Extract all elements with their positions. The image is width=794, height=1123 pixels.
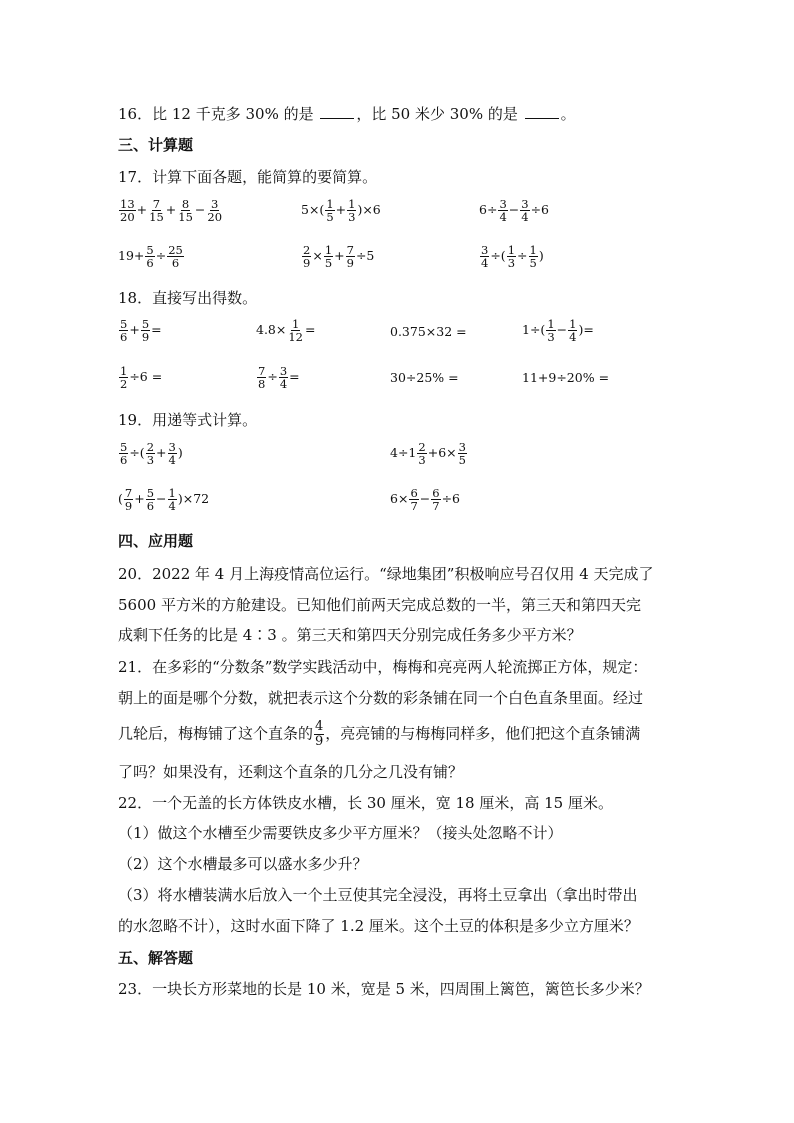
fraction: $\frac{2}{9}$ xyxy=(303,243,311,270)
expression-18e: $\frac{1}{2}$ ÷6 = xyxy=(120,364,163,391)
question-22-sub-3-line-2: 的水忽略不计），这时水面下降了 1.2 厘米。这个土豆的体积是多少立方厘米？ xyxy=(118,917,639,935)
answer-blank[interactable] xyxy=(525,104,559,119)
expression-18h: 11+9÷20% = xyxy=(522,370,610,385)
question-19-prompt: 19．用递等式计算。 xyxy=(118,411,258,429)
expression-17f: $\frac{3}{4}$ ÷( $\frac{1}{3}$ ÷ $\frac{1}{5}$ ) xyxy=(481,243,544,270)
fraction: $\frac{5}{6}$ xyxy=(120,440,128,467)
expression-17d: 19+ $\frac{5}{6}$ ÷ $\frac{25}{6}$ xyxy=(118,243,183,270)
section-heading-calculation: 三、计算题 xyxy=(118,136,194,154)
question-22-sub-1: （1）做这个水槽至少需要铁皮多少平方厘米？（接头处忽略不计） xyxy=(118,824,563,842)
fraction: $\frac{3}{4}$ xyxy=(279,364,288,391)
fraction: $\frac{6}{7}$ xyxy=(410,486,418,513)
expression-18d: 1÷( $\frac{1}{3}$ − $\frac{1}{4}$ )= xyxy=(522,317,594,344)
fraction: $\frac{5}{9}$ xyxy=(141,317,150,344)
fraction: $\frac{1}{12}$ xyxy=(288,317,303,344)
question-22-line-1: 22．一个无盖的长方体铁皮水槽，长 30 厘米，宽 18 厘米，高 15 厘米。 xyxy=(118,794,613,812)
fraction: $\frac{1}{5}$ xyxy=(324,243,333,270)
expression-19c: ( $\frac{7}{9}$ + $\frac{5}{6}$ − $\frac{1}{4}$ )×72 xyxy=(118,486,210,513)
fraction: $\frac{3}{4}$ xyxy=(168,440,176,467)
fraction: $\frac{7}{8}$ xyxy=(258,364,266,391)
expression-19b: 4÷1 $\frac{2}{3}$ +6× $\frac{3}{5}$ xyxy=(390,440,466,467)
question-20-line-1: 20．2022 年 4 月上海疫情高位运行。“绿地集团”积极响应号召仅用 4 天完成了 xyxy=(118,565,654,583)
fraction: $\frac{5}{6}$ xyxy=(146,243,154,270)
question-21-line-4: 了吗？如果没有，还剩这个直条的几分之几没有铺？ xyxy=(118,763,464,781)
fraction: $\frac{1}{2}$ xyxy=(120,364,128,391)
question-22-sub-3-line-1: （3）将水槽装满水后放入一个土豆使其完全浸没，再将土豆拿出（拿出时带出 xyxy=(118,886,638,904)
expression-18c: 0.375×32 = xyxy=(390,324,467,339)
question-17-prompt: 17．计算下面各题，能简算的要简算。 xyxy=(118,168,378,186)
expression-17c: 6÷ $\frac{3}{4}$ − $\frac{3}{4}$ ÷6 xyxy=(479,197,550,224)
fraction: $\frac{1}{4}$ xyxy=(569,317,577,344)
expression-18a: $\frac{5}{6}$ + $\frac{5}{9}$ = xyxy=(120,317,162,344)
question-21-line-2: 朝上的面是哪个分数，就把表示这个分数的彩条铺在同一个白色直条里面。经过 xyxy=(118,689,644,707)
question-text: ，比 50 米少 30% 的是 xyxy=(356,105,518,123)
expression-19a: $\frac{5}{6}$ ÷( $\frac{2}{3}$ + $\frac{3}{4}$ ) xyxy=(120,440,183,467)
fraction: $\frac{3}{4}$ xyxy=(499,197,507,224)
fraction: $\frac{4}{9}$ xyxy=(315,719,324,749)
question-16 xyxy=(118,104,576,124)
fraction: $\frac{1}{5}$ xyxy=(529,243,537,270)
question-23: 23．一块长方形菜地的长是 10 米，宽是 5 米，四周围上篱笆，篱笆长多少米？ xyxy=(118,980,650,998)
question-22-sub-2: （2）这个水槽最多可以盛水多少升？ xyxy=(118,855,368,873)
fraction: $\frac{1}{3}$ xyxy=(547,317,555,344)
question-18-prompt: 18．直接写出得数。 xyxy=(118,289,258,307)
fraction: $\frac{7}{15}$ xyxy=(149,197,164,224)
question-text: 比 12 千克多 30% 的是 xyxy=(152,105,314,123)
fraction: $\frac{13}{20}$ xyxy=(120,197,135,224)
fraction: $\frac{7}{9}$ xyxy=(346,243,354,270)
question-number: 16． xyxy=(118,105,153,123)
question-text: 。 xyxy=(560,105,576,123)
expression-18f: $\frac{7}{8}$ ÷ $\frac{3}{4}$ = xyxy=(258,364,300,391)
fraction: $\frac{1}{5}$ xyxy=(326,197,334,224)
fraction: $\frac{3}{5}$ xyxy=(458,440,466,467)
fraction: $\frac{2}{3}$ xyxy=(146,440,155,467)
fraction: $\frac{6}{7}$ xyxy=(432,486,440,513)
section-heading-application: 四、应用题 xyxy=(118,532,194,550)
question-21-line-1: 21．在多彩的“分数条”数学实践活动中，梅梅和亮亮两人轮流掷正方体，规定： xyxy=(118,658,648,676)
fraction: $\frac{5}{6}$ xyxy=(120,317,128,344)
fraction: $\frac{5}{6}$ xyxy=(146,486,155,513)
question-21-line-3: 几轮后，梅梅铺了这个直条的 $\frac{4}{9}$ ，亮亮铺的与梅梅同样多，他们把这个直条铺满 xyxy=(118,719,641,749)
fraction: $\frac{7}{9}$ xyxy=(124,486,133,513)
expression-17b: 5×( $\frac{1}{5}$ + $\frac{1}{3}$ )×6 xyxy=(301,197,381,224)
fraction: $\frac{1}{4}$ xyxy=(168,486,176,513)
expression-18b: 4.8× $\frac{1}{12}$ = xyxy=(256,317,316,344)
fraction: $\frac{2}{3}$ xyxy=(418,440,426,467)
section-heading-solution: 五、解答题 xyxy=(118,949,194,967)
fraction: $\frac{8}{15}$ xyxy=(178,197,193,224)
fraction: $\frac{3}{20}$ xyxy=(207,197,223,224)
expression-17e: $\frac{2}{9}$ × $\frac{1}{5}$ + $\frac{7}{9}$ ÷5 xyxy=(303,243,375,270)
fraction: $\frac{3}{4}$ xyxy=(481,243,489,270)
answer-blank[interactable] xyxy=(320,104,354,119)
expression-17a: $\frac{13}{20}$ + $\frac{7}{15}$ + $\frac{8}{15}$ − $\frac{3}{20}$ xyxy=(120,197,223,224)
expression-18g: 30÷25% = xyxy=(390,370,459,385)
expression-19d: 6× $\frac{6}{7}$ − $\frac{6}{7}$ ÷6 xyxy=(390,486,461,513)
question-20-line-2: 5600 平方米的方舱建设。已知他们前两天完成总数的一半，第三天和第四天完 xyxy=(118,596,641,614)
fraction: $\frac{1}{3}$ xyxy=(507,243,516,270)
question-20-line-3: 成剩下任务的比是 4∶3 。第三天和第四天分别完成任务多少平方米？ xyxy=(118,626,582,644)
fraction: $\frac{1}{3}$ xyxy=(348,197,356,224)
fraction: $\frac{3}{4}$ xyxy=(521,197,529,224)
fraction: $\frac{25}{6}$ xyxy=(168,243,183,270)
